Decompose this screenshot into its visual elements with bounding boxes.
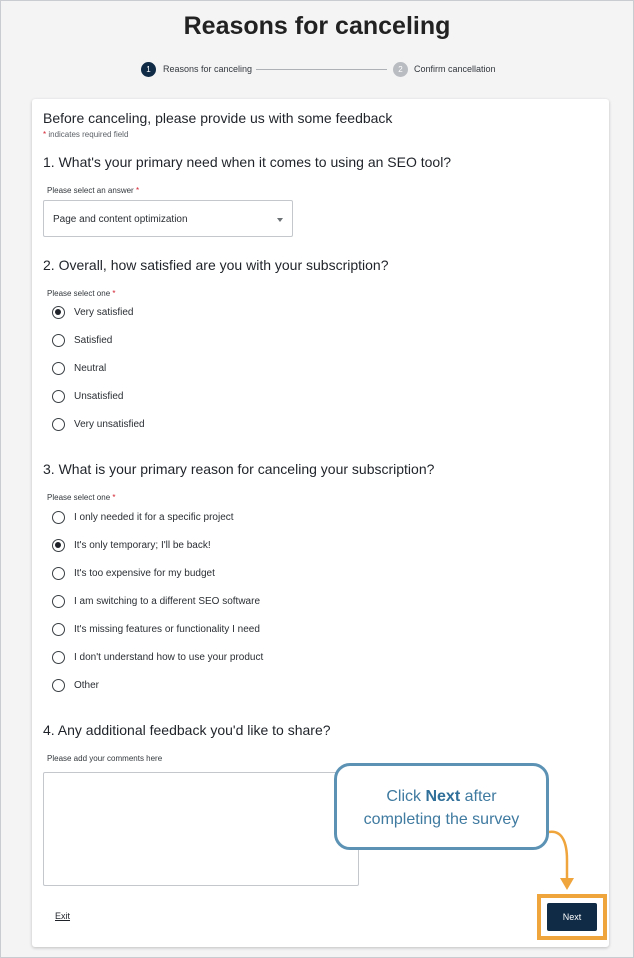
radio-button[interactable] <box>52 511 65 524</box>
step-2-indicator: 2 <box>393 62 408 77</box>
step-1-indicator: 1 <box>141 62 156 77</box>
radio-label: I am switching to a different SEO software <box>74 596 261 607</box>
form-heading: Before canceling, please provide us with some feedback <box>43 110 393 126</box>
question-2-label-text: Please select one <box>47 289 111 298</box>
question-3-title: 3. What is your primary reason for canceling your subscription? <box>43 461 435 477</box>
callout-text-after: after <box>460 788 497 805</box>
required-note-text: indicates required field <box>46 130 129 139</box>
radio-label: I only needed it for a specific project <box>74 512 234 523</box>
radio-button[interactable] <box>52 567 65 580</box>
radio-button[interactable] <box>52 623 65 636</box>
radio-label: Other <box>74 680 100 691</box>
question-2-title: 2. Overall, how satisfied are you with your subscription? <box>43 257 389 273</box>
instruction-callout <box>334 763 549 850</box>
radio-label: It's only temporary; I'll be back! <box>74 540 211 551</box>
next-button[interactable]: Next <box>547 903 597 931</box>
radio-button[interactable] <box>52 418 65 431</box>
radio-button[interactable] <box>52 679 65 692</box>
radio-button[interactable] <box>52 334 65 347</box>
callout-text-line2: completing the survey <box>363 811 520 828</box>
required-star: * <box>112 289 116 298</box>
seo-need-select[interactable] <box>43 200 293 237</box>
radio-label: It's too expensive for my budget <box>74 568 215 579</box>
radio-label: Satisfied <box>74 335 113 346</box>
radio-button[interactable] <box>52 390 65 403</box>
radio-button[interactable] <box>52 362 65 375</box>
required-star: * <box>43 130 47 139</box>
radio-label: Neutral <box>74 363 107 374</box>
required-star: * <box>112 493 116 502</box>
radio-label: Very unsatisfied <box>74 419 145 430</box>
radio-label: It's missing features or functionality I need <box>74 624 260 635</box>
comments-textarea[interactable] <box>43 772 359 886</box>
question-1-title: 1. What's your primary need when it comes to using an SEO tool? <box>43 154 452 170</box>
exit-link[interactable]: Exit <box>55 911 71 921</box>
callout-arrow-icon <box>545 820 585 900</box>
question-3-label-text: Please select one <box>47 493 111 502</box>
page-title: Reasons for canceling <box>183 12 451 40</box>
question-3-label <box>47 493 116 502</box>
step-1-label: Reasons for canceling <box>163 64 253 74</box>
step-2-label: Confirm cancellation <box>414 64 496 74</box>
radio-label: I don't understand how to use your product <box>74 652 264 663</box>
callout-text-before: Click <box>386 788 426 805</box>
radio-button[interactable] <box>52 651 65 664</box>
question-4-label: Please add your comments here <box>47 754 163 763</box>
question-4-title: 4. Any additional feedback you'd like to share? <box>43 722 331 738</box>
progress-stepper <box>0 62 634 78</box>
stepper-connector <box>256 69 387 70</box>
radio-label: Very satisfied <box>74 307 134 318</box>
required-star: * <box>135 186 140 195</box>
seo-need-selected-value: Page and content optimization <box>53 214 188 225</box>
radio-button-checked[interactable] <box>52 539 65 552</box>
question-2-label <box>47 289 116 298</box>
question-1-label-text: Please select an answer <box>47 186 134 195</box>
radio-button[interactable] <box>52 595 65 608</box>
radio-label: Unsatisfied <box>74 391 124 402</box>
chevron-down-icon <box>277 218 283 222</box>
callout-text-bold: Next <box>425 788 461 805</box>
radio-button-checked[interactable] <box>52 306 65 319</box>
required-field-note <box>43 130 128 139</box>
question-1-label <box>47 186 139 195</box>
